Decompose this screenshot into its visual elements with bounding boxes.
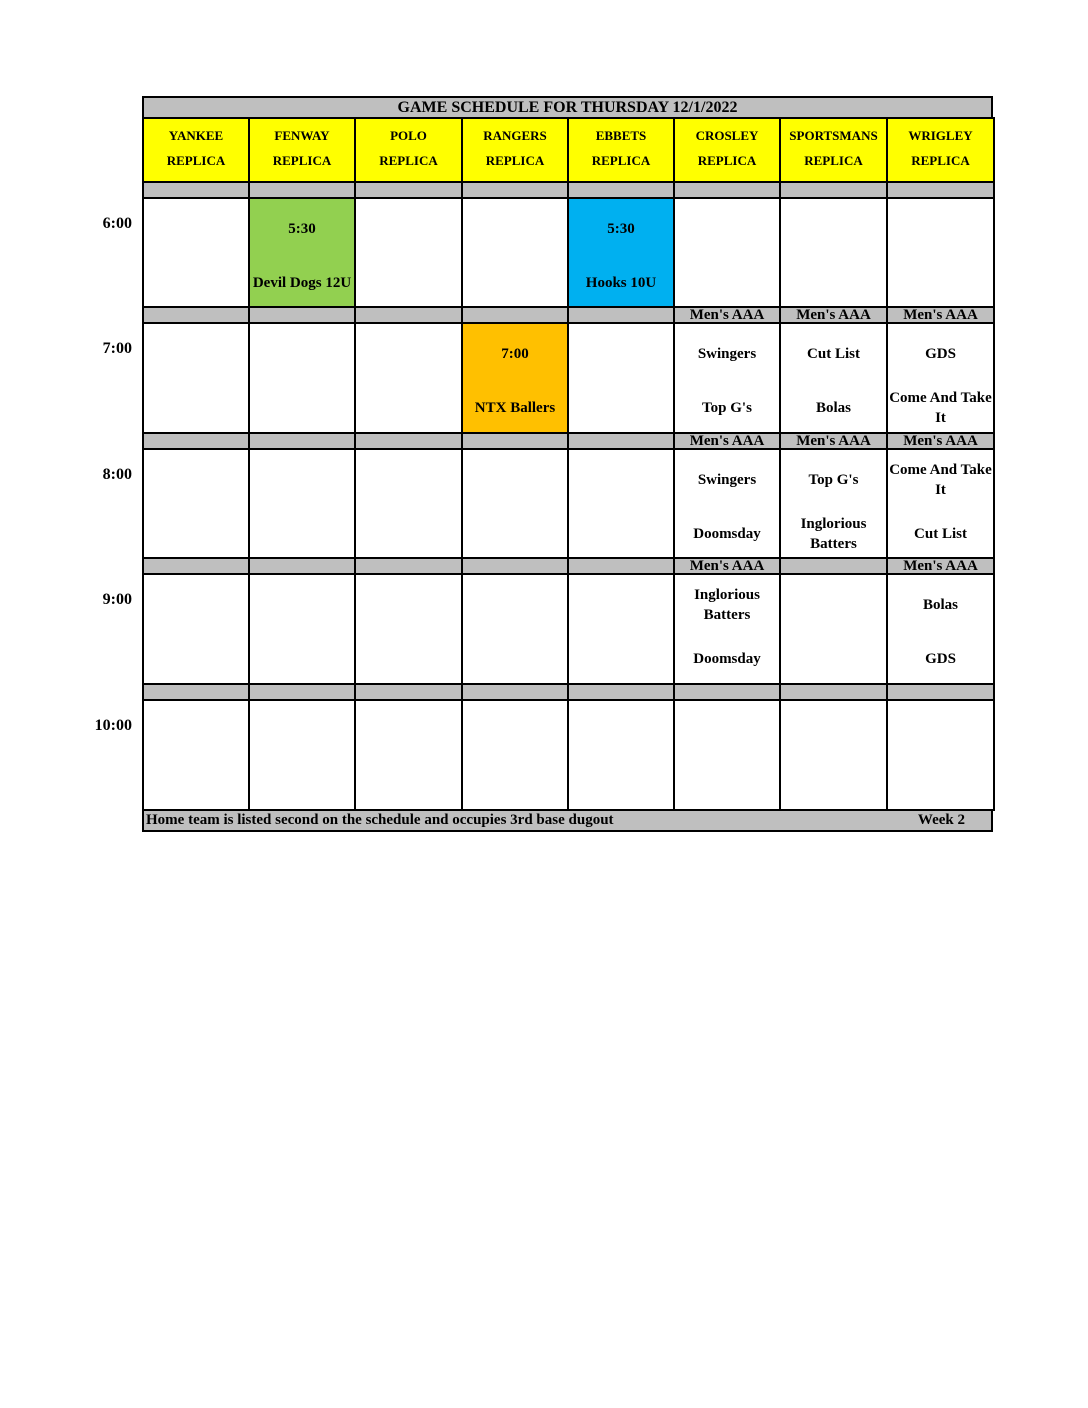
field-suffix: REPLICA [697, 153, 757, 169]
field-suffix: REPLICA [485, 153, 545, 169]
game-top-line: Come And Take It [889, 462, 992, 498]
schedule-cell [248, 699, 356, 811]
schedule-cell [886, 699, 995, 811]
slot-separator: Men's AAA [779, 306, 888, 324]
game-top-line: 7:00 [501, 346, 529, 362]
schedule-cell [354, 197, 463, 309]
game-cell [673, 573, 781, 685]
time-label: 6:00 [102, 215, 132, 232]
field-suffix: REPLICA [379, 153, 438, 169]
slot-separator: Men's AAA [886, 432, 995, 450]
field-name: RANGERS [483, 127, 547, 143]
schedule-cell [142, 322, 250, 434]
schedule-cell [248, 448, 356, 560]
game-top-line: GDS [925, 346, 956, 362]
schedule-cell [779, 197, 888, 309]
slot-separator: Men's AAA [779, 432, 888, 450]
field-header [673, 117, 781, 184]
game-bottom-line: Doomsday [693, 526, 761, 542]
game-cell [886, 573, 995, 685]
schedule-cell [567, 699, 675, 811]
slot-separator: Men's AAA [673, 432, 781, 450]
game-bottom-line: NTX Ballers [474, 400, 556, 416]
game-cell [567, 197, 675, 309]
schedule-cell [673, 699, 781, 811]
schedule-cell [142, 448, 250, 560]
field-header [779, 117, 888, 184]
slot-separator: Men's AAA [673, 557, 781, 575]
field-header [354, 117, 463, 184]
field-name: SPORTSMANS [789, 127, 878, 143]
game-bottom-line: Devil Dogs 12U [252, 275, 352, 291]
schedule-cell [567, 448, 675, 560]
game-cell [779, 448, 888, 560]
game-top-line: Swingers [697, 346, 757, 362]
schedule-title: GAME SCHEDULE FOR THURSDAY 12/1/2022 [142, 96, 993, 119]
game-top-line: Bolas [922, 597, 958, 613]
schedule-cell [461, 573, 569, 685]
game-bottom-line: Doomsday [693, 651, 761, 667]
slot-separator: Men's AAA [886, 557, 995, 575]
schedule-cell [354, 448, 463, 560]
schedule-cell [461, 448, 569, 560]
game-cell [886, 448, 995, 560]
slot-separator: Men's AAA [886, 306, 995, 324]
field-name: POLO [390, 127, 427, 143]
game-bottom-line: Bolas [815, 400, 851, 416]
game-cell [886, 322, 995, 434]
field-header [567, 117, 675, 184]
schedule-cell [354, 699, 463, 811]
field-suffix: REPLICA [166, 153, 226, 169]
field-suffix: REPLICA [591, 153, 651, 169]
slot-separator: Men's AAA [673, 306, 781, 324]
schedule-cell [354, 322, 463, 434]
game-cell [461, 322, 569, 434]
game-top-line: 5:30 [288, 221, 316, 237]
game-cell [673, 322, 781, 434]
field-name: FENWAY [274, 127, 330, 143]
schedule-footer [142, 809, 993, 832]
game-cell [779, 322, 888, 434]
game-top-line: Cut List [807, 346, 860, 362]
field-header [461, 117, 569, 184]
schedule-cell [779, 699, 888, 811]
schedule-cell [248, 322, 356, 434]
field-name: YANKEE [168, 127, 224, 143]
time-label: 10:00 [94, 717, 132, 734]
footer-note: Home team is listed second on the schedule and occupies 3rd base dugout [146, 812, 614, 828]
schedule-cell [673, 197, 781, 309]
schedule-cell [461, 197, 569, 309]
schedule-cell [886, 197, 995, 309]
schedule-cell [567, 573, 675, 685]
field-suffix: REPLICA [911, 153, 970, 169]
game-bottom-line: GDS [925, 651, 956, 667]
schedule-cell [354, 573, 463, 685]
field-suffix: REPLICA [272, 153, 332, 169]
game-bottom-line: Hooks 10U [585, 275, 657, 291]
time-label: 7:00 [102, 340, 132, 357]
footer-week: Week 2 [917, 812, 965, 828]
game-top-line: Top G's [808, 472, 859, 488]
game-bottom-line: Come And Take It [889, 390, 992, 426]
time-label: 8:00 [102, 466, 132, 483]
game-bottom-line: Cut List [914, 526, 967, 542]
field-suffix: REPLICA [804, 153, 863, 169]
field-header [142, 117, 250, 184]
schedule-cell [248, 573, 356, 685]
game-bottom-line: Inglorious Batters [800, 516, 867, 552]
game-cell [673, 448, 781, 560]
schedule-cell [779, 573, 888, 685]
field-name: WRIGLEY [908, 127, 973, 143]
time-label: 9:00 [102, 591, 132, 608]
game-top-line: Inglorious Batters [694, 587, 760, 623]
field-header [248, 117, 356, 184]
game-top-line: Swingers [697, 472, 757, 488]
game-bottom-line: Top G's [702, 400, 752, 416]
schedule-cell [567, 322, 675, 434]
schedule-cell [461, 699, 569, 811]
field-name: EBBETS [595, 127, 647, 143]
schedule-cell [142, 197, 250, 309]
schedule-cell [142, 573, 250, 685]
field-name: CROSLEY [695, 127, 759, 143]
field-header [886, 117, 995, 184]
game-cell [248, 197, 356, 309]
game-top-line: 5:30 [607, 221, 635, 237]
schedule-cell [142, 699, 250, 811]
